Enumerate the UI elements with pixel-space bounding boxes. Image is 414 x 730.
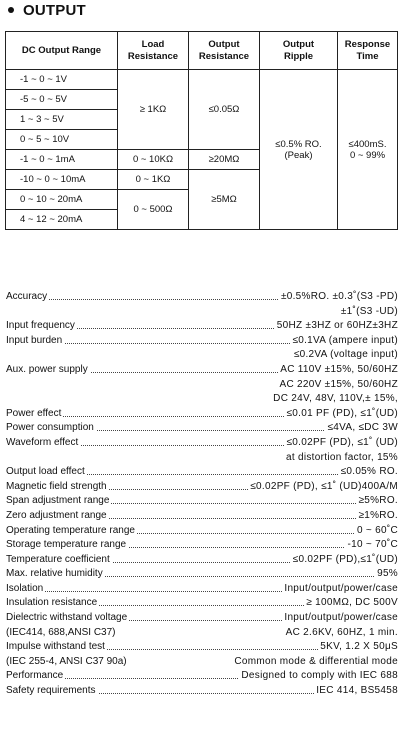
spec-row (6, 378, 398, 393)
spec-list (6, 290, 398, 699)
spec-value: ≤0.02PF (PD), ≤1˚ (UD)400A/M (248, 480, 398, 495)
load-cell-1ma: 0 ~ 10KΩ (118, 150, 189, 170)
spec-value: Input/output/power/case (282, 611, 398, 626)
load-cell-10ma: 0 ~ 1KΩ (118, 170, 189, 190)
spec-value: ≤0.1VA (ampere input) (290, 334, 398, 349)
spec-value: -10 ~ 70˚C (345, 538, 398, 553)
spec-row (6, 524, 398, 539)
range-cell: 0 ~ 5 ~ 10V (6, 130, 118, 150)
spec-row (6, 640, 398, 655)
spec-label: Power effect (6, 407, 63, 422)
header-output-ripple: Output Ripple (260, 32, 338, 70)
header-response-time: Response Time (338, 32, 398, 70)
spec-row (6, 290, 398, 305)
spec-row (6, 334, 398, 349)
spec-value: IEC 414, BS5458 (314, 684, 398, 699)
spec-label: Magnetic field strength (6, 480, 109, 495)
spec-row (6, 494, 398, 509)
spec-label: Performance (6, 669, 65, 684)
spec-value: AC 110V ±15%, 50/60HZ (278, 363, 398, 378)
spec-row (6, 596, 398, 611)
spec-value: ≤4VA, ≤DC 3W (325, 421, 398, 436)
spec-label: Temperature coefficient (6, 553, 112, 568)
spec-row (6, 348, 398, 363)
spec-label: Insulation resistance (6, 596, 99, 611)
spec-row (6, 567, 398, 582)
spec-row (6, 669, 398, 684)
spec-row (6, 684, 398, 699)
spec-value: 0 ~ 60˚C (355, 524, 398, 539)
spec-label: Waveform effect (6, 436, 80, 451)
ripple-cell: ≤0.5% RO. (Peak) (260, 70, 338, 230)
outres-cell-10-20ma: ≥5MΩ (189, 170, 260, 230)
spec-row (6, 611, 398, 626)
load-cell-20ma: 0 ~ 500Ω (118, 190, 189, 230)
spec-value: ≥ 100MΩ, DC 500V (304, 596, 398, 611)
spec-row (6, 407, 398, 422)
spec-value: ≤0.02PF (PD),≤1˚(UD) (291, 553, 398, 568)
spec-row (6, 655, 398, 670)
load-cell-voltage: ≥ 1KΩ (118, 70, 189, 150)
spec-value: ≤0.05% RO. (339, 465, 398, 480)
spec-row (6, 509, 398, 524)
spec-value: DC 24V, 48V, 110V,± 15%, (271, 392, 398, 407)
spec-label: Safety requirements (6, 684, 98, 699)
table-row (6, 70, 398, 90)
spec-row (6, 363, 398, 378)
output-spec-table (5, 31, 398, 230)
spec-row (6, 465, 398, 480)
range-cell: -1 ~ 0 ~ 1V (6, 70, 118, 90)
outres-cell-voltage: ≤0.05Ω (189, 70, 260, 150)
spec-value: ≤0.02PF (PD), ≤1˚ (UD) (285, 436, 398, 451)
response-cell: ≤400mS. 0 ~ 99% (338, 70, 398, 230)
spec-row (6, 392, 398, 407)
spec-row (6, 451, 398, 466)
spec-value: ≤0.2VA (voltage input) (292, 348, 398, 363)
spec-value: ≥1%RO. (356, 509, 398, 524)
header-output-resistance: Output Resistance (189, 32, 260, 70)
spec-row (6, 538, 398, 553)
spec-label: Operating temperature range (6, 524, 137, 539)
spec-value: Designed to comply with IEC 688 (239, 669, 398, 684)
spec-row (6, 421, 398, 436)
spec-label: Input frequency (6, 319, 77, 334)
range-cell: 4 ~ 12 ~ 20mA (6, 210, 118, 230)
header-load-resistance: Load Resistance (118, 32, 189, 70)
spec-label: Aux. power supply (6, 363, 90, 378)
spec-value: AC 220V ±15%, 50/60HZ (277, 378, 398, 393)
spec-value: ≤0.01 PF (PD), ≤1˚(UD) (285, 407, 398, 422)
spec-value: 5KV, 1.2 X 50μS (318, 640, 398, 655)
range-cell: 0 ~ 10 ~ 20mA (6, 190, 118, 210)
range-cell: -10 ~ 0 ~ 10mA (6, 170, 118, 190)
spec-value: 50HZ ±3HZ or 60HZ±3HZ (275, 319, 398, 334)
header-dc-output-range: DC Output Range (6, 32, 118, 70)
spec-label: (IEC 255-4, ANSI C37 90a) (6, 655, 129, 670)
spec-value: at distortion factor, 15% (284, 451, 398, 466)
spec-label: Output load effect (6, 465, 87, 480)
spec-label: Zero adjustment range (6, 509, 109, 524)
spec-label: Span adjustment range (6, 494, 111, 509)
spec-row (6, 626, 398, 641)
spec-label: Dielectric withstand voltage (6, 611, 129, 626)
spec-value: ±1˚(S3 -UD) (339, 305, 398, 320)
spec-value: Common mode & differential mode (232, 655, 398, 670)
spec-row (6, 553, 398, 568)
spec-row (6, 305, 398, 320)
spec-value: ±0.5%RO. ±0.3˚(S3 -PD) (279, 290, 398, 305)
spec-row (6, 582, 398, 597)
range-cell: 1 ~ 3 ~ 5V (6, 110, 118, 130)
spec-label: Power consumption (6, 421, 96, 436)
spec-value: 95% (375, 567, 398, 582)
bullet-icon (8, 7, 14, 13)
spec-label: (IEC414, 688,ANSI C37) (6, 626, 118, 641)
spec-label: Isolation (6, 582, 45, 597)
spec-row (6, 480, 398, 495)
spec-label: Storage temperature range (6, 538, 128, 553)
spec-value: AC 2.6KV, 60HZ, 1 min. (284, 626, 398, 641)
spec-label: Input burden (6, 334, 64, 349)
section-title: OUTPUT (23, 1, 86, 19)
spec-label: Max. relative humidity (6, 567, 105, 582)
spec-label: Accuracy (6, 290, 49, 305)
spec-label: Impulse withstand test (6, 640, 107, 655)
outres-cell-1ma: ≥20MΩ (189, 150, 260, 170)
range-cell: -5 ~ 0 ~ 5V (6, 90, 118, 110)
spec-row (6, 436, 398, 451)
range-cell: -1 ~ 0 ~ 1mA (6, 150, 118, 170)
table-header-row (6, 32, 398, 70)
spec-value: ≥5%RO. (356, 494, 398, 509)
spec-value: Input/output/power/case (282, 582, 398, 597)
spec-row (6, 319, 398, 334)
section-heading (5, 0, 86, 20)
